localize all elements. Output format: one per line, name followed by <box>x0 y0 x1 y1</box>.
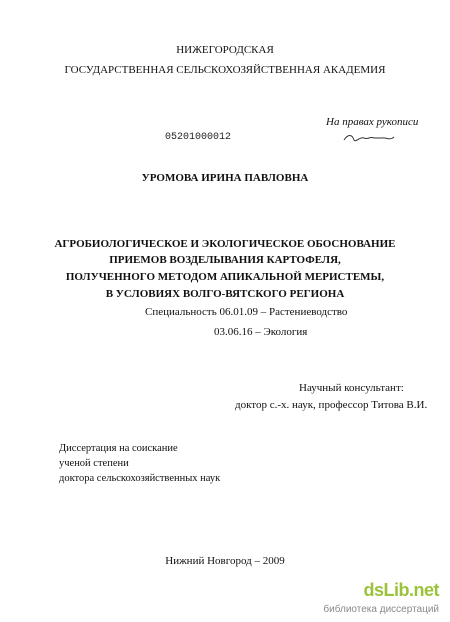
city-year: Нижний Новгород – 2009 <box>165 555 285 567</box>
dissertation-line-1: Диссертация на соискание <box>59 443 178 454</box>
author-name: УРОМОВА ИРИНА ПАВЛОВНА <box>141 172 309 184</box>
signature-icon <box>342 132 404 144</box>
title-line-3: ПОЛУЧЕННОГО МЕТОДОМ АПИКАЛЬНОЙ МЕРИСТЕМЫ, <box>65 271 385 283</box>
title-line-2: ПРИЕМОВ ВОЗДЕЛЫВАНИЯ КАРТОФЕЛЯ, <box>109 254 341 266</box>
dissertation-line-2: ученой степени <box>59 458 129 469</box>
specialty-line-2: 03.06.16 – Экология <box>214 326 308 338</box>
manuscript-rights-note: На правах рукописи <box>326 116 419 128</box>
institution-name-line2: ГОСУДАРСТВЕННАЯ СЕЛЬСКОХОЗЯЙСТВЕННАЯ АКАДЕМИЯ <box>64 64 386 76</box>
consultant-label: Научный консультант: <box>299 382 404 394</box>
catalog-number: 05201000012 <box>165 132 232 143</box>
watermark <box>323 580 443 620</box>
title-line-1: АГРОБИОЛОГИЧЕСКОЕ И ЭКОЛОГИЧЕСКОЕ ОБОСНОВАНИЕ <box>54 238 396 250</box>
title-line-4: В УСЛОВИЯХ ВОЛГО-ВЯТСКОГО РЕГИОНА <box>105 288 345 300</box>
consultant-name: доктор с.-х. наук, профессор Титова В.И. <box>235 399 428 411</box>
institution-name-line1: НИЖЕГОРОДСКАЯ <box>176 44 274 56</box>
watermark-subtitle: библиотека диссертаций <box>323 604 439 615</box>
dissertation-line-3: доктора сельскохозяйственных наук <box>59 473 221 484</box>
watermark-logo: dsLib.net <box>363 580 439 600</box>
specialty-line-1: Специальность 06.01.09 – Растениеводство <box>145 306 348 318</box>
